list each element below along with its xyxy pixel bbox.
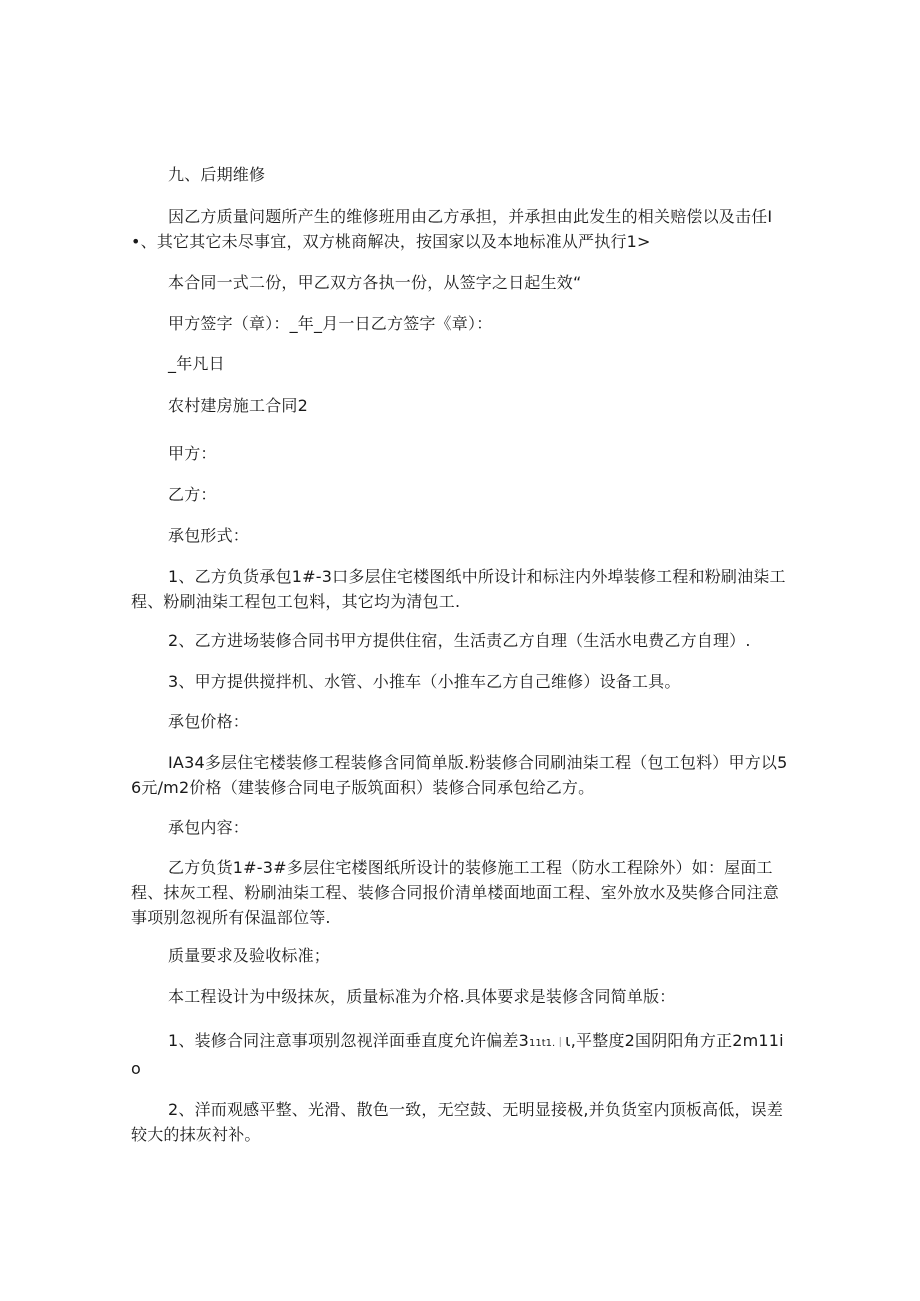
section-heading-contract-price: 承包价格：: [168, 712, 250, 731]
list-item-contract-form-1: 1、乙方负货承包1#-3口多层住宅楼图纸中所设计和标注内外埠装修工程和粉刷油柒工程、粉刷油柒工程包工包料，其它均为清包工.: [131, 567, 786, 611]
party-b-label: 乙方：: [168, 485, 217, 504]
quality-1-text-b: ι,平整度2国阴阳角方正2m11io: [131, 1031, 784, 1078]
quality-1-text-small: 11t1.｜: [528, 1038, 566, 1049]
paragraph-contract-content: 乙方负货1#-3#多层住宅楼图纸所设计的装修施工工程（防水工程除外）如：屋面工程、抹灰工程、粉刷油柒工程、装修合同报价清单楼面地面工程、室外放水及奘修合同注意事项别忽视所有保温部位等.: [131, 858, 780, 927]
list-item-contract-form-2: 2、乙方进场装修合同书甲方提供住宿，生活责乙方自理（生活水电费乙方自理）.: [168, 631, 751, 650]
list-item-quality-1: [131, 1028, 791, 1081]
paragraph-contract-price: IA34多层住宅楼装修工程装修含同简单版.粉装修合同刷油柒工程（包工包料）甲方以56元/m2价格（建装修合同电子版筑面积）装修合同承包给乙方。: [131, 753, 788, 797]
section-heading-quality: 质量要求及验收标准；: [168, 946, 331, 965]
signature-date: _年凡日: [168, 354, 225, 373]
section-heading-maintenance: 九、后期维修: [168, 165, 266, 184]
section-heading-contract-content: 承包内容：: [168, 818, 250, 837]
paragraph-quality-standard: 本工程设计为中级抹灰，质量标准为介格.具体要求是装修含同简单版：: [168, 987, 676, 1006]
list-item-quality-2: 2、洋而观感平整、光滑、散色一致，无空鼓、无明显接极,并负货室内顶板高低，误差较大的抹灰衬补。: [131, 1100, 784, 1144]
contract-title: 农村建房施工合同2: [168, 396, 308, 415]
signature-line: 甲方签字（章）：_年_月一日乙方签字《章）：: [168, 314, 493, 333]
party-a-label: 甲方：: [168, 444, 217, 463]
paragraph-maintenance-responsibility: 因乙方质量问题所产生的维修班用由乙方承担，并承担由此发生的相关赔偿以及击任I•、其它其它未尽事宜，双方桃商解决，按国家以及本地标准从严执行1>: [131, 207, 773, 251]
quality-1-text-a: 1、装修合同注意事项别忽视洋面垂直度允许偏差3: [168, 1031, 529, 1050]
section-heading-contract-form: 承包形式：: [168, 526, 250, 545]
paragraph-contract-copies: 本合同一式二份，甲乙双方各执一份，从签字之日起生效“: [168, 273, 582, 292]
list-item-contract-form-3: 3、甲方提供搅拌机、水管、小推车（小推车乙方自己维修）设备工具。: [168, 672, 681, 691]
